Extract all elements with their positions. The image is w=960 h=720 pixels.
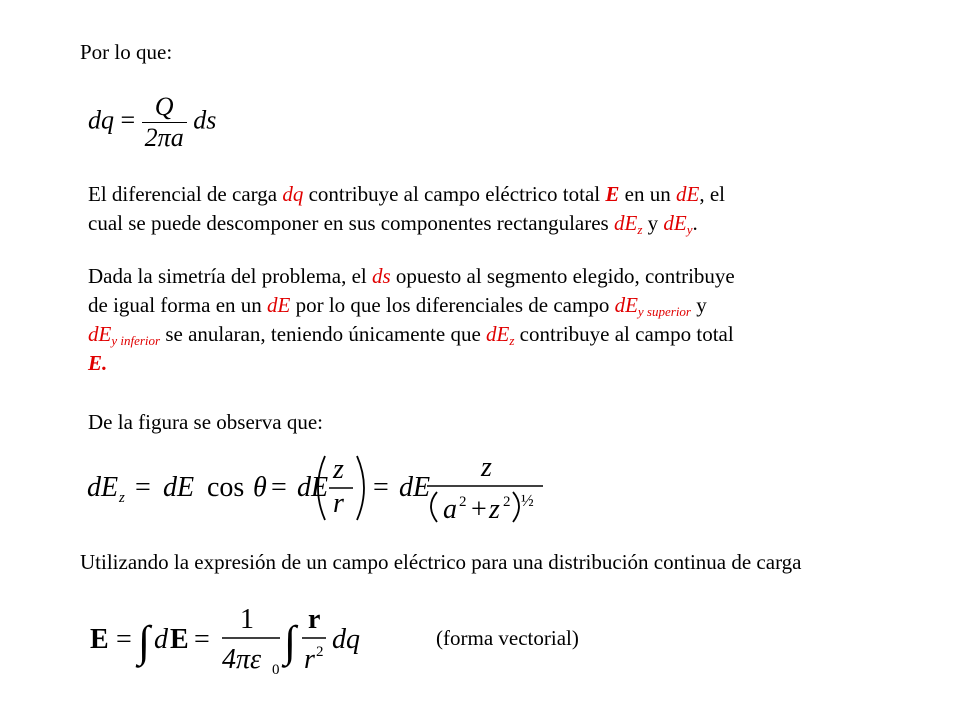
svg-text:z: z [481, 452, 492, 483]
svg-text:0: 0 [272, 662, 280, 678]
svg-text:dE: dE [87, 472, 119, 503]
svg-text:dq: dq [332, 624, 360, 655]
svg-text:r: r [308, 604, 321, 635]
paragraph-differential: El diferencial de carga dq contribuye al campo eléctrico total E en un dE, el cual se puede descomponer en sus componentes rectangulares $dE_z$ y $dE_y$. [88, 182, 725, 237]
svg-text:E: E [170, 624, 189, 655]
svg-text:=: = [373, 472, 389, 503]
svg-text:=: = [271, 472, 287, 503]
svg-text:dE: dE [297, 472, 329, 503]
svg-text:r: r [333, 488, 344, 519]
svg-text:dE: dE [399, 472, 431, 503]
svg-text:1: 1 [240, 604, 254, 635]
svg-text:+: + [471, 494, 487, 525]
svg-text:d: d [154, 624, 168, 655]
svg-text:½: ½ [521, 491, 534, 510]
svg-text:θ: θ [253, 472, 267, 503]
paragraph-symmetry: Dada la simetría del problema, el ds opuesto al segmento elegido, contribuye de igual forma en un dE por lo que los diferenciales de campo $dE_{y superior}$ y $dE_{y inferior}$ se anularan, teniendo únicamente que $dE_z$ contribuye al campo total E. [88, 264, 735, 375]
svg-text:2: 2 [316, 644, 324, 660]
svg-text:z: z [119, 490, 125, 506]
dE-term: dE [675, 182, 700, 206]
svg-text:=: = [135, 472, 151, 503]
svg-text:∫: ∫ [138, 617, 151, 666]
svg-text:4πε: 4πε [222, 644, 262, 675]
fraction-q-over-2pia: $\frac{Q}{2\pi a}$ [142, 92, 187, 153]
svg-text:E: E [90, 624, 109, 655]
svg-text:a: a [443, 494, 457, 525]
svg-text:dE: dE [163, 472, 195, 503]
svg-text:r: r [304, 644, 315, 675]
paragraph-continuous: Utilizando la expresión de un campo eléctrico para una distribución continua de carga [80, 550, 802, 574]
svg-text:=: = [116, 624, 132, 655]
heading: Por lo que: [80, 40, 173, 64]
equation-E-integral [88, 602, 378, 682]
paragraph-figure: De la figura se observa que: [88, 410, 323, 434]
svg-text:2: 2 [503, 494, 511, 510]
vector-form-label: (forma vectorial) [436, 626, 579, 650]
svg-text:cos: cos [207, 472, 245, 503]
equation-dq: dq = $\frac{Q}{2\pi a}$ ds [88, 92, 217, 152]
svg-text:z: z [333, 454, 344, 485]
svg-text:=: = [194, 624, 210, 655]
svg-text:z: z [489, 494, 500, 525]
equation-dEz [85, 448, 555, 528]
svg-text:2: 2 [459, 494, 467, 510]
svg-text:∫: ∫ [284, 617, 297, 666]
